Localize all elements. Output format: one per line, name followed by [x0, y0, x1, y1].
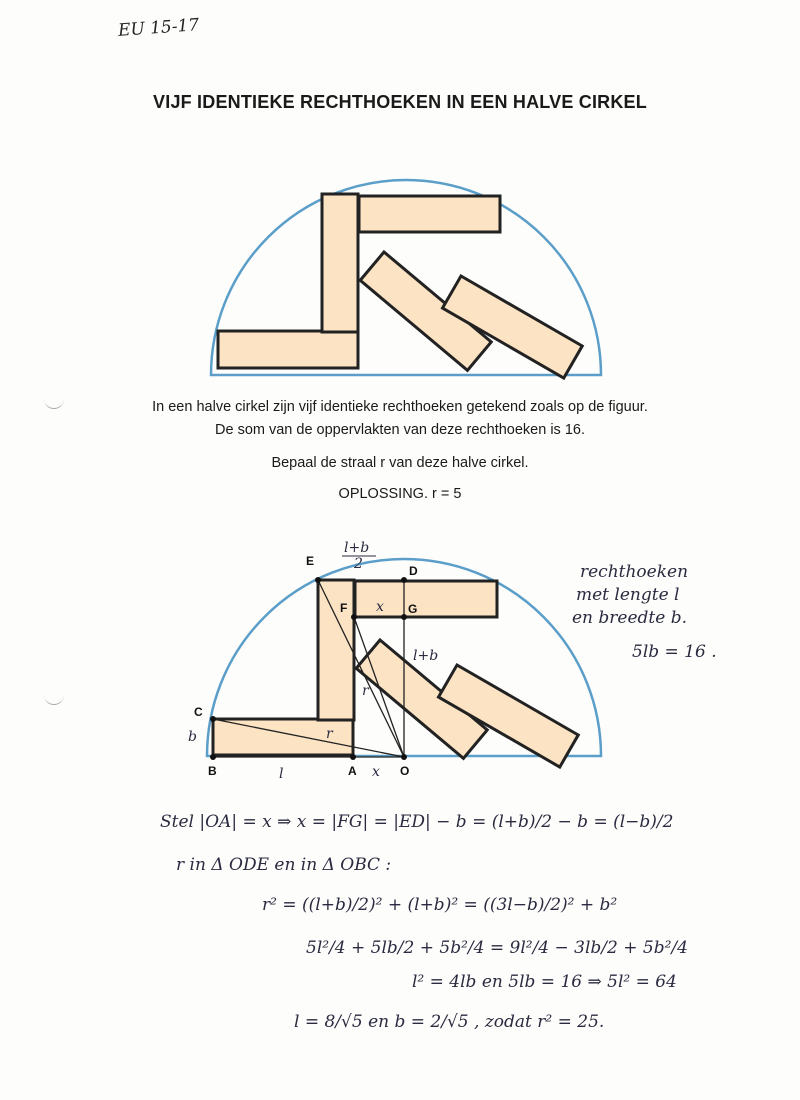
label-A: A	[348, 764, 357, 778]
derivation-step-2: r in Δ ODE en in Δ OBC :	[176, 855, 392, 875]
label-r-low: r	[326, 726, 333, 742]
derivation-step-4: 5l²/4 + 5lb/2 + 5b²/4 = 9l²/4 − 3lb/2 + 5b²/4	[306, 938, 688, 958]
side-note-1: rechthoeken	[580, 562, 689, 582]
label-O: O	[400, 764, 410, 778]
label-x-fg: x	[376, 599, 384, 615]
label-l-bottom: l	[279, 766, 284, 782]
label-top-den: 2	[354, 556, 363, 572]
side-note-2: met lengte l	[576, 585, 680, 605]
reference-label: EU 15-17	[117, 15, 200, 41]
point-O	[401, 754, 407, 760]
point-B	[210, 754, 216, 760]
answer-line: OPLOSSING. r = 5	[338, 486, 462, 502]
label-b-side: b	[188, 729, 197, 745]
rectangle-vertical	[318, 580, 354, 720]
label-C: C	[194, 705, 203, 719]
problem-line-1: In een halve cirkel zijn vijf identieke rechthoeken getekend zoals op de figuur.	[152, 399, 648, 415]
page-title: VIJF IDENTIEKE RECHTHOEKEN IN EEN HALVE CIRKEL	[153, 92, 647, 112]
derivation-step-5: l² = 4lb en 5lb = 16 ⇒ 5l² = 64	[412, 972, 677, 992]
label-B: B	[208, 764, 217, 778]
problem-line-2: De som van de oppervlakten van deze rechthoeken is 16.	[215, 422, 585, 438]
side-note-3: en breedte b.	[572, 608, 688, 628]
label-E: E	[306, 554, 315, 568]
label-x-bottom: x	[372, 764, 380, 780]
derivation-step-6: l = 8/√5 en b = 2/√5 , zodat r² = 25.	[294, 1012, 605, 1032]
point-E	[315, 577, 321, 583]
label-D: D	[409, 564, 418, 578]
derivation-step-1: Stel |OA| = x ⇒ x = |FG| = |ED| − b = (l+b)/2 − b = (l−b)/2	[160, 812, 674, 832]
problem-line-3: Bepaal de straal r van deze halve cirkel.	[271, 455, 529, 471]
point-G	[401, 614, 407, 620]
point-C	[210, 716, 216, 722]
point-A	[350, 754, 356, 760]
side-note-4: 5lb = 16 .	[632, 642, 717, 662]
point-F	[351, 614, 357, 620]
point-D	[401, 577, 407, 583]
label-F: F	[340, 601, 348, 615]
label-lb: l+b	[413, 648, 439, 664]
label-top-num: l+b	[344, 540, 370, 556]
label-r-diag: r	[362, 683, 369, 699]
label-G: G	[408, 602, 418, 616]
derivation-step-3: r² = ((l+b)/2)² + (l+b)² = ((3l−b)/2)² + b²	[262, 895, 618, 915]
